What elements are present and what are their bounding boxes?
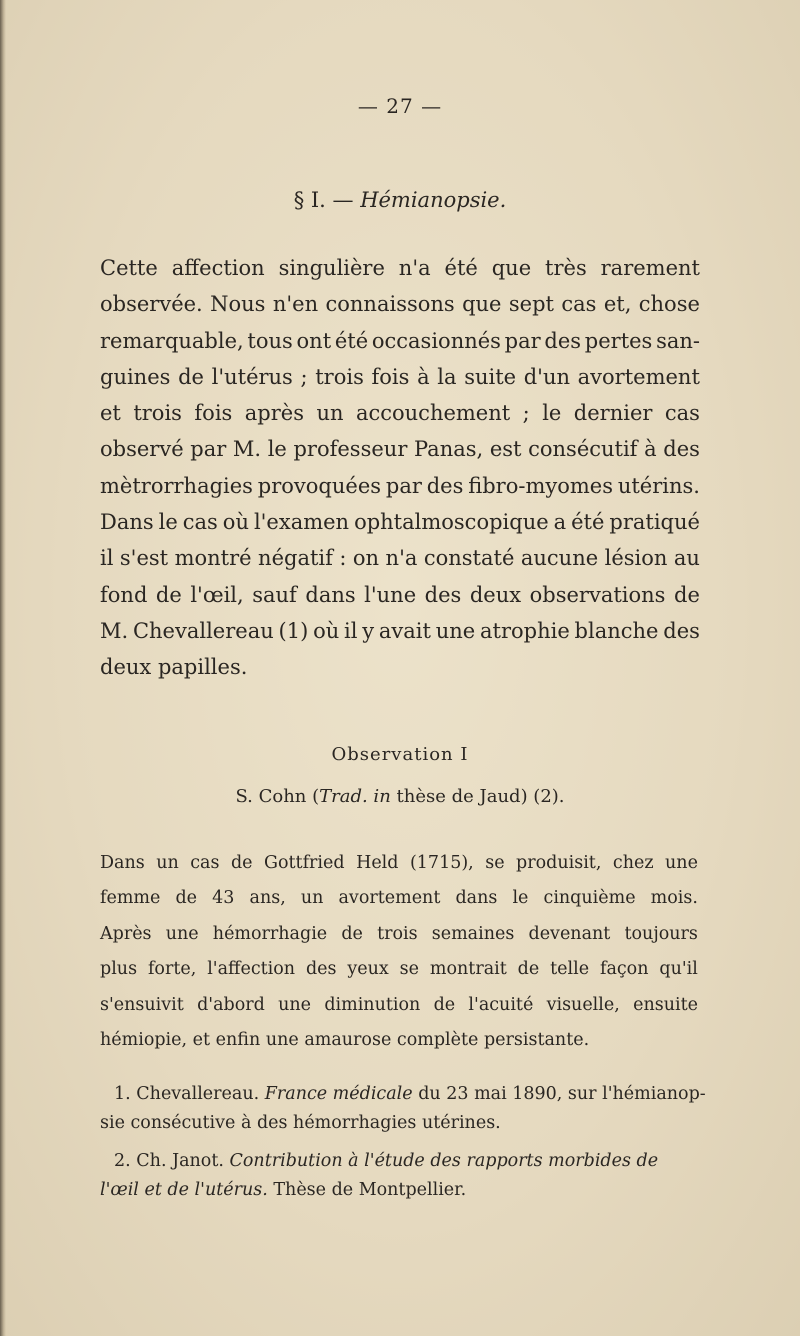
footnote-2-line-2 <box>100 1176 698 1205</box>
source-italic: Trad. in <box>319 786 391 807</box>
word: M. <box>232 437 262 462</box>
word: des <box>663 618 700 643</box>
word: cas <box>190 853 220 873</box>
word: san- <box>656 328 700 353</box>
word: après <box>244 401 304 426</box>
section-heading <box>0 188 800 212</box>
word: affection <box>171 256 265 280</box>
word: produisit, <box>516 853 602 873</box>
word: où <box>222 510 249 535</box>
word: une <box>165 923 199 944</box>
footnote-2-line-1 <box>100 1147 698 1176</box>
word: des <box>544 328 582 353</box>
footnote-2-rest: Thèse de Montpellier. <box>273 1180 467 1200</box>
word: l'utérus <box>211 364 293 389</box>
word: avortement <box>577 364 700 389</box>
footnote-2-author: Ch. Janot. <box>136 1151 224 1171</box>
word: montré <box>174 546 252 571</box>
word: une <box>435 618 476 643</box>
word: : <box>339 546 347 571</box>
word: très <box>545 256 587 280</box>
word: ; <box>522 401 530 426</box>
word: le <box>267 437 287 462</box>
word: à <box>417 364 430 389</box>
word: avortement <box>338 888 441 909</box>
word: Gottfried <box>263 853 345 873</box>
word: une <box>265 1029 299 1050</box>
section-prefix: § I. — <box>293 188 361 212</box>
word: observé <box>100 437 184 462</box>
word: par <box>190 437 227 462</box>
word: sept <box>508 292 554 317</box>
word: chez <box>612 853 654 873</box>
word: il <box>344 618 358 643</box>
footnote-2-title-cont: l'œil et de l'utérus. <box>100 1180 268 1200</box>
word: forte, <box>147 959 197 980</box>
footnote-1-author: Chevallereau. <box>136 1084 260 1104</box>
word: cinquième <box>543 888 636 909</box>
word: dans <box>455 888 498 909</box>
word: mètrorrhagies <box>100 473 253 498</box>
word: de <box>341 923 363 944</box>
word: le <box>512 888 529 909</box>
word: l'affection <box>207 959 296 980</box>
word: complète <box>396 1029 479 1050</box>
word: 43 <box>212 888 235 909</box>
text-line <box>100 952 698 987</box>
word: le <box>158 510 178 535</box>
word: guines <box>100 364 171 389</box>
word: Panas, <box>413 437 484 462</box>
word: de <box>674 582 700 607</box>
footnote-1-rest: du 23 mai 1890, sur l'hémianop- <box>418 1084 706 1104</box>
word: atrophie <box>480 618 570 643</box>
word: chose <box>638 292 700 317</box>
word: dans <box>305 582 356 607</box>
word: et <box>100 401 121 426</box>
word: un <box>300 888 324 909</box>
word: Nous <box>210 292 266 317</box>
word: de <box>178 364 204 389</box>
word: trois <box>377 923 418 944</box>
word: de <box>155 582 182 607</box>
footnote-1-journal: France médicale <box>264 1084 413 1104</box>
word: des <box>424 582 462 607</box>
source-rest: thèse de Jaud) (2). <box>390 786 565 807</box>
footnote-1-number: 1. <box>114 1084 131 1104</box>
word: l'œil, <box>190 582 244 607</box>
word: visuelle, <box>546 994 620 1015</box>
observation-paragraph <box>100 846 698 1058</box>
text-line <box>100 250 700 286</box>
word: hémorrhagie <box>212 923 328 944</box>
word: des <box>305 959 337 980</box>
word: yeux <box>347 959 389 980</box>
text-line <box>100 577 700 613</box>
word: tous <box>247 328 293 353</box>
observation-heading: Observation I <box>331 744 469 765</box>
word: on <box>352 546 380 571</box>
word: aucune <box>520 546 599 571</box>
word: constaté <box>423 546 515 571</box>
word: plus <box>100 959 138 980</box>
observation-source <box>0 786 800 807</box>
word: la <box>437 364 457 389</box>
word: deux <box>100 655 152 680</box>
text-line <box>100 286 700 322</box>
word: M. <box>100 618 129 643</box>
word: enfin <box>215 1029 261 1050</box>
text-line <box>100 846 698 881</box>
word: n'a <box>385 546 418 571</box>
word: se <box>485 853 505 873</box>
word: une <box>278 994 312 1015</box>
word: remarquable, <box>100 328 244 353</box>
word: au <box>673 546 700 571</box>
word: montrait <box>429 959 507 980</box>
word: qu'il <box>659 959 698 980</box>
word: un <box>156 853 179 873</box>
word: y <box>362 618 375 643</box>
text-line <box>100 917 698 952</box>
word: fois <box>194 401 233 426</box>
word: lésion <box>604 546 668 571</box>
word: le <box>542 401 562 426</box>
word: de <box>517 959 540 980</box>
section-title: Hémianopsie. <box>360 188 507 212</box>
text-line <box>100 359 700 395</box>
word: toujours <box>624 923 698 944</box>
footnote-1-line-2: sie consécutive à des hémorrhagies utérines. <box>100 1113 501 1133</box>
word: provoquées <box>257 473 382 498</box>
word: fond <box>100 582 148 607</box>
word: l'acuité <box>468 994 534 1015</box>
word: suite <box>464 364 517 389</box>
text-line <box>100 988 698 1023</box>
word: femme <box>100 888 161 909</box>
word: d'un <box>523 364 570 389</box>
word: l'examen <box>253 510 350 535</box>
word: s'ensuivit <box>100 994 184 1015</box>
word: de <box>230 853 253 873</box>
word: consécutif <box>528 437 638 462</box>
text-line <box>100 540 700 576</box>
word: il <box>100 546 114 571</box>
word: Après <box>100 923 152 944</box>
main-paragraph <box>100 250 700 686</box>
footnote-1-line-1 <box>100 1080 706 1109</box>
word: de <box>433 994 456 1015</box>
word: s'est <box>119 546 169 571</box>
word: par <box>385 473 422 498</box>
word: Dans <box>100 510 154 535</box>
word: une <box>665 853 698 873</box>
word: observée. <box>100 292 203 317</box>
word: fois <box>371 364 410 389</box>
word: avait <box>378 618 431 643</box>
word: telle <box>550 959 590 980</box>
word: cas <box>561 292 597 317</box>
footnote-2-title: Contribution à l'étude des rapports morbides de <box>229 1151 659 1171</box>
word: été <box>444 256 478 280</box>
source-author: S. Cohn ( <box>235 786 320 807</box>
word: dernier <box>573 401 653 426</box>
word: Dans <box>100 853 145 873</box>
word: que <box>462 292 502 317</box>
word: (1715), <box>409 853 474 873</box>
word: ont <box>296 328 332 353</box>
word: accouchement <box>355 401 511 426</box>
word: singulière <box>278 256 385 280</box>
word: rarement <box>600 256 700 280</box>
word: été <box>571 510 605 535</box>
word: n'a <box>398 256 431 280</box>
word: que <box>491 256 532 280</box>
word: deux <box>469 582 522 607</box>
text-line <box>100 395 700 431</box>
word: à <box>644 437 657 462</box>
word: papilles. <box>157 655 248 680</box>
word: négatif <box>258 546 333 571</box>
word: semaines <box>431 923 515 944</box>
word: l'une <box>364 582 417 607</box>
word: n'en <box>272 292 319 317</box>
text-line <box>100 468 700 504</box>
word: cas <box>664 401 700 426</box>
word: diminution <box>324 994 421 1015</box>
word: trois <box>133 401 182 426</box>
word: utérins. <box>617 473 700 498</box>
word: a <box>553 510 567 535</box>
word: connaissons <box>325 292 455 317</box>
word: blanche <box>574 618 659 643</box>
page-number: — 27 — <box>357 94 443 118</box>
word: mois. <box>650 888 698 909</box>
text-line <box>100 323 700 359</box>
word: par <box>504 328 541 353</box>
word: ophtalmoscopique <box>354 510 549 535</box>
word: pertes <box>584 328 653 353</box>
word: sauf <box>252 582 297 607</box>
word: ; <box>300 364 308 389</box>
word: d'abord <box>197 994 265 1015</box>
word: hémiopie, <box>100 1029 188 1050</box>
word: des <box>426 473 464 498</box>
word: et <box>192 1029 211 1050</box>
word: Held <box>356 853 399 873</box>
word: et, <box>603 292 632 317</box>
word: amaurose <box>304 1029 392 1050</box>
text-line <box>100 881 698 916</box>
word: façon <box>599 959 649 980</box>
word: un <box>316 401 344 426</box>
word: trois <box>315 364 364 389</box>
word: Chevallereau <box>132 618 274 643</box>
word: fibro-myomes <box>468 473 613 498</box>
text-line <box>100 613 700 649</box>
word: où <box>313 618 340 643</box>
word: observations <box>529 582 666 607</box>
word: ans, <box>249 888 286 909</box>
word: de <box>175 888 198 909</box>
word: se <box>399 959 420 980</box>
word: des <box>663 437 700 462</box>
word: occasionnés <box>371 328 501 353</box>
word: professeur <box>293 437 408 462</box>
word: cas <box>182 510 218 535</box>
footnote-2-number: 2. <box>114 1151 131 1171</box>
word: été <box>334 328 369 353</box>
text-line <box>100 1023 698 1058</box>
text-line <box>100 504 700 540</box>
word: ensuite <box>633 994 698 1015</box>
word: devenant <box>528 923 611 944</box>
word: Cette <box>100 256 158 280</box>
text-line <box>100 649 700 685</box>
word: (1) <box>278 618 309 643</box>
word: pratiqué <box>609 510 700 535</box>
text-line <box>100 431 700 467</box>
word: est <box>489 437 522 462</box>
footnotes <box>100 1080 706 1205</box>
word: persistante. <box>483 1029 590 1050</box>
